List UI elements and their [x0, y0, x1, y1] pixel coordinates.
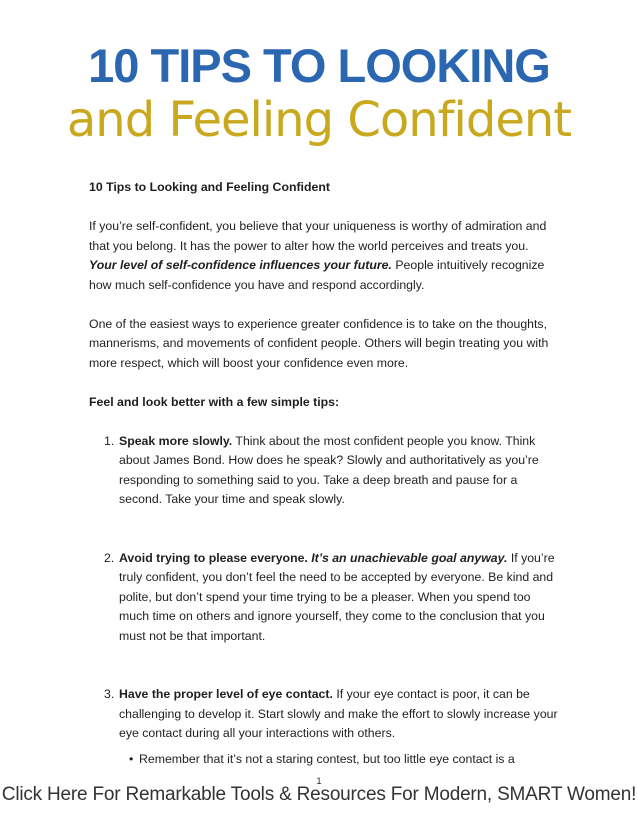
tips-heading: Feel and look better with a few simple tips: — [89, 394, 340, 409]
intro-emphasis: Your level of self-confidence influences your future. — [89, 258, 392, 272]
tip-emphasis: It’s an unachievable goal anyway. — [307, 550, 508, 565]
list-number: 3. — [104, 687, 115, 701]
intro-paragraph — [89, 217, 559, 295]
tip-body: If your eye contact is poor, it can be challenging to develop it. Start slowly and make the effort to slowly increase your eye contact during all your interactions with others. — [119, 687, 558, 740]
list-item — [89, 549, 559, 647]
page-title: 10 TIPS TO LOOKING — [88, 39, 550, 92]
tip-body: Think about the most confident people you know. Think about James Bond. How does he speak? Slowly and authoritatively as you’re responding to something said to you. Take a deep breath and pause for a second. Take your time and speak slowly. — [119, 433, 539, 506]
document-heading: 10 Tips to Looking and Feeling Confident — [89, 180, 330, 194]
intro-tail: People intuitively recognize how much self-confidence you have and respond accordingly. — [89, 258, 545, 292]
list-number: 1. — [104, 433, 115, 448]
sub-bullet-text: Remember that it’s not a staring contest, but too little eye contact is a — [139, 751, 515, 766]
page-number: 1 — [316, 776, 322, 786]
tips-list — [89, 432, 559, 770]
document-body — [89, 178, 559, 769]
paragraph-2: One of the easiest ways to experience greater confidence is to take on the thoughts, mannerisms, and movements of confident people. Others will begin treating you with more respect, which will boost your confidence even more. — [89, 316, 549, 370]
page-subtitle: and Feeling Confident — [66, 92, 572, 148]
tip-title: Speak more slowly. — [119, 433, 233, 448]
tip-body: If you’re truly confident, you don’t feel the need to be accepted by everyone. Be kind and polite, but don’t spend your time trying to be a pleaser. When you spend too much time on others and ignore yourself, they come to the conclusion that you must not be that important. — [119, 550, 555, 643]
list-item — [89, 432, 559, 510]
list-item — [89, 685, 559, 744]
tip-title: Have the proper level of eye contact. — [119, 687, 333, 701]
footer-link[interactable]: Click Here For Remarkable Tools & Resources For Modern, SMART Women! — [1, 784, 637, 805]
bullet-icon: • — [129, 751, 134, 766]
list-number: 2. — [104, 550, 115, 565]
intro-text: If you’re self-confident, you believe that your uniqueness is worthy of admiration and that you belong. It has the power to alter how the world perceives and treats you. — [89, 219, 547, 253]
sub-bullet-item — [89, 750, 559, 770]
tip-title: Avoid trying to please everyone. — [119, 550, 308, 565]
